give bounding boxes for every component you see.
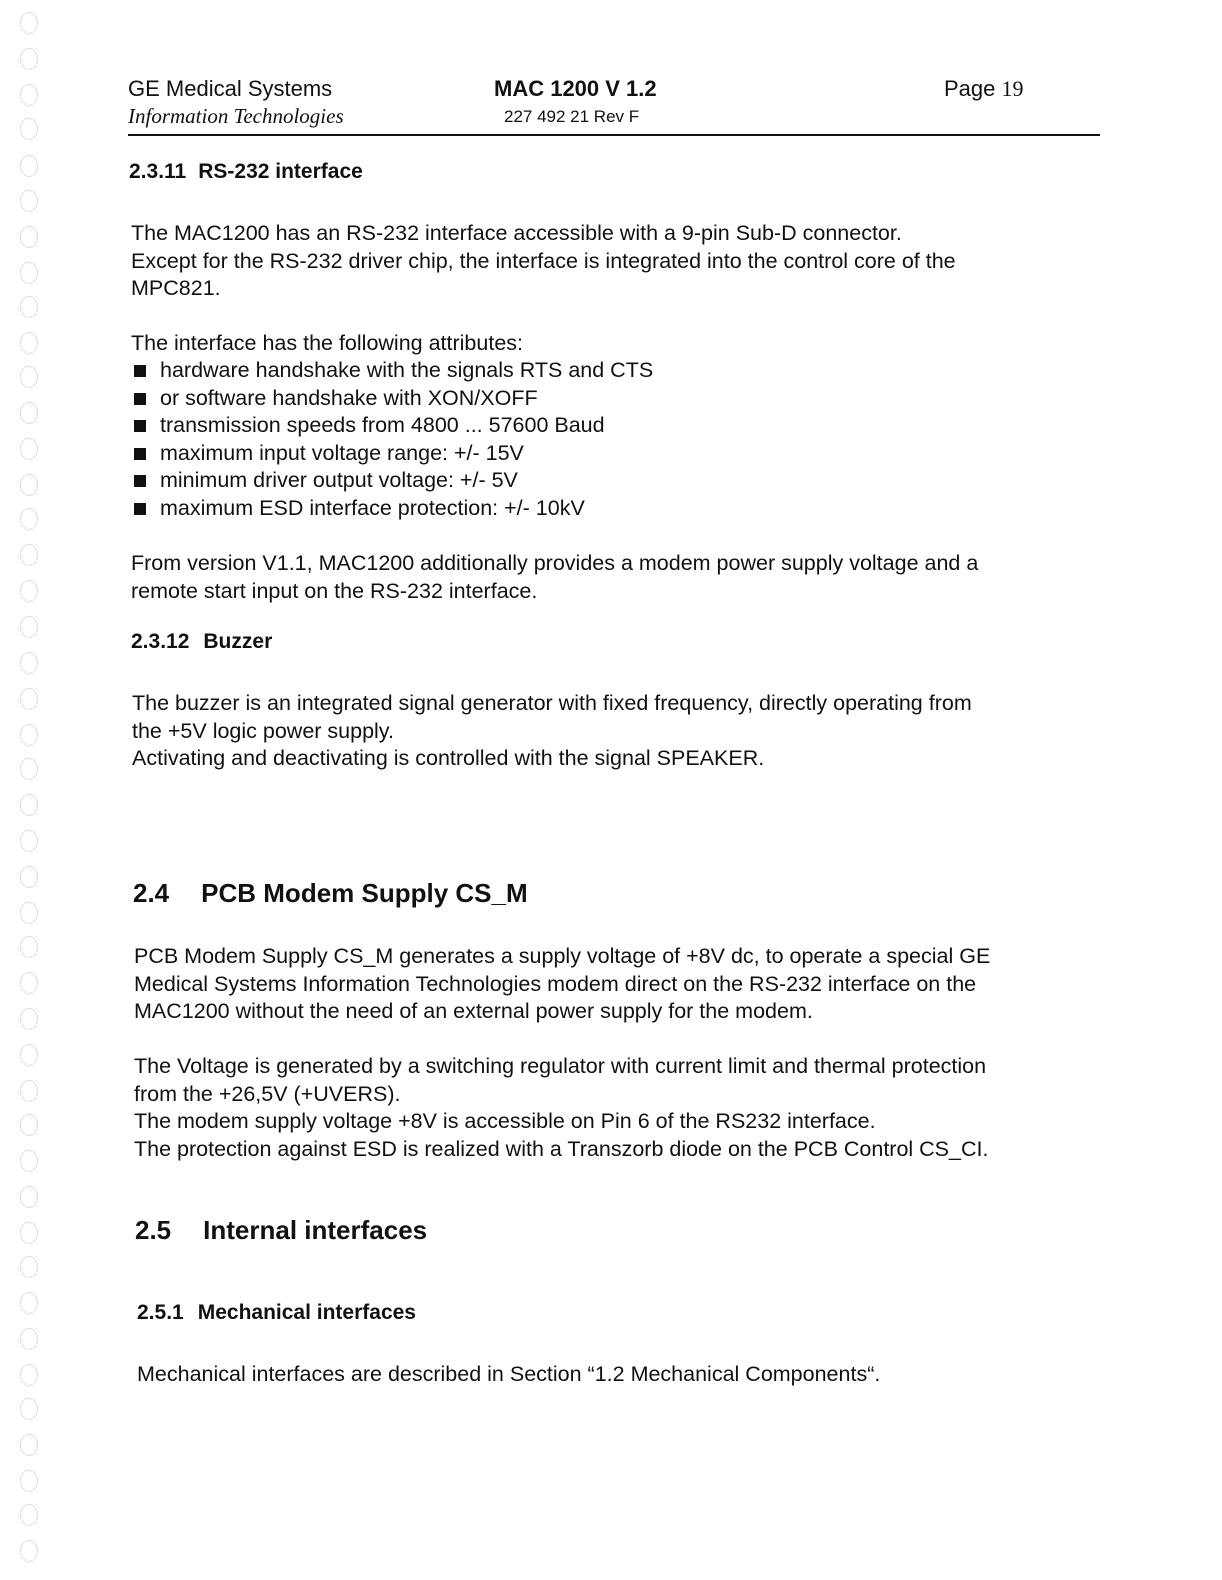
section-heading-2-3-12 — [131, 630, 272, 654]
paragraph-line: Medical Systems Information Technologies modem direct on the RS-232 interface on the — [134, 971, 977, 996]
bullet-square-icon — [134, 393, 146, 405]
section-number: 2.3.11 — [129, 160, 187, 183]
paragraph-line: remote start input on the RS-232 interface. — [131, 578, 538, 603]
section-number: 2.5 — [135, 1215, 172, 1245]
paragraph-line: The Voltage is generated by a switching regulator with current limit and thermal protection — [134, 1054, 987, 1078]
mechanical-interfaces-paragraph — [137, 1361, 1117, 1389]
page-label: Page — [944, 76, 996, 101]
section-title: RS-232 interface — [198, 160, 363, 183]
paragraph-line: MAC1200 without the need of an external power supply for the modem. — [134, 999, 813, 1023]
section-number: 2.3.12 — [131, 630, 190, 653]
list-item-text: transmission speeds from 4800 ... 57600 Baud — [160, 413, 605, 437]
section-title: PCB Modem Supply CS_M — [201, 878, 528, 908]
rs232-intro-paragraph — [131, 220, 1111, 303]
paragraph-line: MPC821. — [131, 276, 221, 300]
list-item-text: maximum input voltage range: +/- 15V — [160, 440, 524, 465]
document-title: MAC 1200 V 1.2 — [494, 76, 657, 101]
paragraph-line: The MAC1200 has an RS-232 interface accessible with a 9-pin Sub-D connector. — [131, 221, 902, 245]
section-number: 2.5.1 — [137, 1301, 184, 1324]
section-heading-2-4 — [133, 878, 528, 909]
modem-supply-paragraph-1 — [134, 943, 1119, 1026]
paragraph-line: Activating and deactivating is controlled with the signal SPEAKER. — [132, 746, 765, 770]
binder-holes — [14, 0, 48, 1580]
section-heading-2-5 — [135, 1215, 427, 1246]
bullet-square-icon — [134, 420, 146, 432]
division-name: Information Technologies — [128, 104, 344, 128]
paragraph-line: The protection against ESD is realized with a Transzorb diode on the PCB Control CS_CI. — [134, 1136, 989, 1161]
paragraph-line: the +5V logic power supply. — [132, 718, 394, 743]
list-item-text: maximum ESD interface protection: +/- 10kV — [160, 495, 585, 520]
list-item — [131, 495, 653, 523]
modem-supply-paragraph-2 — [134, 1053, 1119, 1163]
list-item — [131, 412, 653, 440]
list-item-text: minimum driver output voltage: +/- 5V — [160, 468, 518, 492]
paragraph-line: From version V1.1, MAC1200 additionally provides a modem power supply voltage and a — [131, 551, 979, 575]
bullet-square-icon — [134, 365, 146, 377]
section-title: Mechanical interfaces — [197, 1301, 416, 1324]
list-item — [131, 357, 653, 385]
list-item — [131, 385, 653, 413]
paragraph-line: Except for the RS-232 driver chip, the interface is integrated into the control core of the — [131, 248, 956, 273]
paragraph-line: from the +26,5V (+UVERS). — [134, 1081, 401, 1106]
list-item — [131, 440, 653, 468]
attributes-list — [131, 357, 653, 522]
bullet-square-icon — [134, 503, 146, 515]
paragraph-line: The modem supply voltage +8V is accessible on Pin 6 of the RS232 interface. — [134, 1109, 876, 1133]
company-name: GE Medical Systems — [128, 76, 333, 101]
paragraph-line: The interface has the following attributes: — [131, 331, 523, 355]
page-header — [128, 74, 1100, 136]
section-heading-2-3-11 — [129, 160, 363, 184]
document-number: 227 492 21 Rev F — [504, 107, 640, 126]
attributes-intro — [131, 330, 1111, 358]
page-number: 19 — [1001, 76, 1024, 101]
list-item — [131, 467, 653, 495]
buzzer-paragraph — [132, 690, 1112, 773]
section-number: 2.4 — [133, 878, 170, 908]
paragraph-line: PCB Modem Supply CS_M generates a supply voltage of +8V dc, to operate a special GE — [134, 944, 991, 968]
list-item-text: or software handshake with XON/XOFF — [160, 385, 538, 410]
paragraph-line: Mechanical interfaces are described in Section “1.2 Mechanical Components“. — [137, 1362, 881, 1386]
section-heading-2-5-1 — [137, 1301, 416, 1325]
paragraph-line: The buzzer is an integrated signal generator with fixed frequency, directly operating from — [132, 691, 972, 715]
bullet-square-icon — [134, 475, 146, 487]
section-title: Internal interfaces — [203, 1215, 428, 1245]
version-note-paragraph — [131, 550, 1111, 605]
section-title: Buzzer — [203, 630, 273, 653]
page-indicator — [944, 76, 1024, 102]
bullet-square-icon — [134, 448, 146, 460]
list-item-text: hardware handshake with the signals RTS and CTS — [160, 358, 654, 382]
